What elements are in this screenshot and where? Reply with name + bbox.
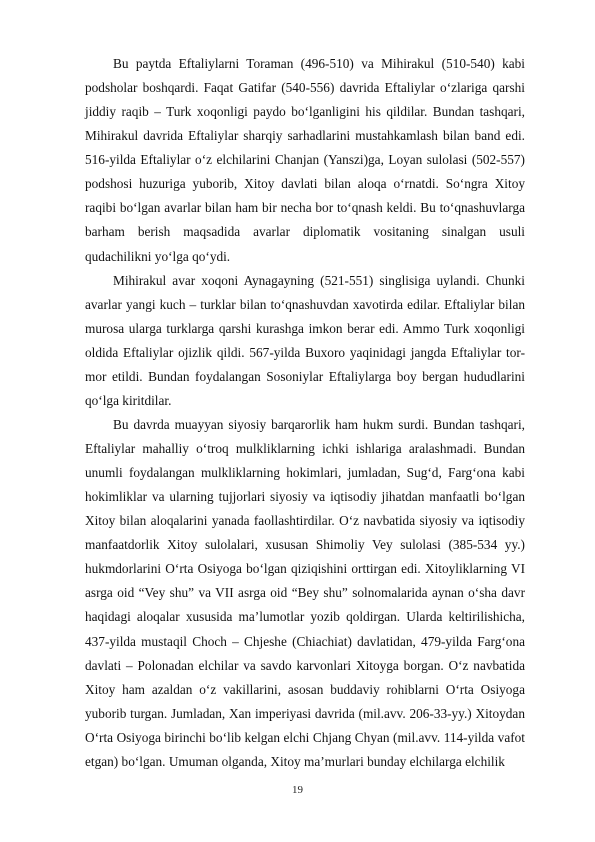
paragraph: Mihirakul avar xoqoni Aynagayning (521-551) singlisiga uylandi. Chunki avarlar yangi kuch – turklar bilan to‘qnashuvdan xavotirda edilar. Eftaliylar bilan murosa ularga turklarga qarshi kurashga imkon berar edi. Ammo Turk xoqonligi oldida Eftaliylar ojizlik qildi. 567-yilda Buxoro yaqinidagi jangda Eftaliylar tor-mor etildi. Bundan foydalangan Sosoniylar Eftaliylarga boy bergan hududlarini qo‘lga kiritdilar. [85,272,525,408]
paragraph: Bu paytda Eftaliylarni Toraman (496-510) va Mihirakul (510-540) kabi podsholar boshqardi. Faqat Gatifar (540-556) davrida Eftaliylar o‘zlariga qarshi jiddiy raqib – Turk xoqonligi paydo bo‘lganligini his qildilar. Bundan tashqari, Mihirakul davrida Eftaliylar sharqiy sarhadlarini mustahkamlash bilan band edi. 516-yilda Eftaliylar o‘z elchilarini Chanjan (Yanszi)ga, Loyan sulolasi (502-557) podshosi huzuriga yuborib, Xitoy davlati bilan aloqa o‘rnatdi. So‘ngra Xitoy raqibi bo‘lgan avarlar bilan ham bir necha bor to‘qnash keldi. Bu to‘qnashuvlarga barham berish maqsadida avarlar diplomatik vositaning sinalgan usuli qudachilikni yo‘lga qo‘ydi. [85,56,525,264]
page-number: 19 [292,784,303,796]
paragraph: Bu davrda muayyan siyosiy barqarorlik ham hukm surdi. Bundan tashqari, Eftaliylar mahalliy o‘troq mulkliklarning ichki ishlariga aralashmadi. Bundan unumli foydalangan mulkliklarning hokimlari, jumladan, Sug‘d, Farg‘ona kabi hokimliklar va ularning tujjorlari siyosiy va iqtisodiy jihatdan manfaatli bo‘lgan Xitoy bilan aloqalarini yanada faollashtirdilar. O‘z navbatida siyosiy va iqtisodiy manfaatdorlik Xitoy sulolalari, xususan Shimoliy Vey sulolasi (385-534 yy.) hukmdorlarini O‘rta Osiyoga bo‘lgan qiziqishini orttirgan edi. Xitoyliklarning VI asrga oid “Vey shu” va VII asrga oid “Bey shu” solnomalarida aynan o‘sha davr haqidagi aloqalar xususida ma’lumotlar yozib qoldirgan. Ularda keltirilishicha, 437-yilda mustaqil Choch – Chjeshe (Chiachiat) davlatidan, 479-yilda Farg‘ona davlati – Polonadan elchilar va savdo karvonlari Xitoyga borgan. O‘z navbatida Xitoy ham azaldan o‘z vakillarini, asosan buddaviy rohiblarni O‘rta Osiyoga yuborib turgan. Jumladan, Xan imperiyasi davrida (mil.avv. 206-33-yy.) Xitoydan O‘rta Osiyoga birinchi bo‘lib kelgan elchi Chjang Chyan (mil.avv. 114-yilda vafot etgan) bo‘lgan. Umuman olganda, Xitoy ma’murlari bunday elchilarga elchilik [85,416,525,769]
text-body [85,52,525,774]
